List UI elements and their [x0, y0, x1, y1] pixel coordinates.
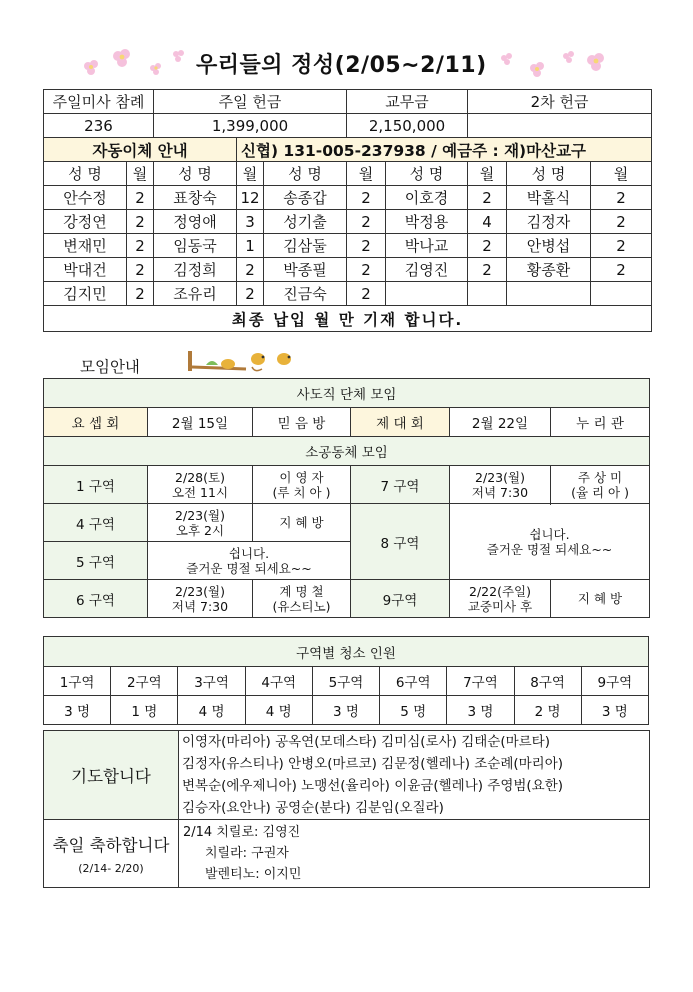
contributor-month: 2 — [347, 258, 386, 282]
district-7-schedule — [450, 466, 551, 504]
community-row — [44, 504, 650, 542]
transfer-row — [44, 138, 652, 162]
contributor-name — [386, 282, 468, 306]
prayer-names — [179, 731, 650, 820]
contributor-row — [44, 234, 652, 258]
cleaning-district: 7구역 — [447, 667, 514, 696]
contributor-name: 조유리 — [154, 282, 237, 306]
second-collection-value — [468, 114, 652, 138]
contributor-month: 2 — [591, 210, 652, 234]
contributor-month: 2 — [347, 282, 386, 306]
contributor-row — [44, 186, 652, 210]
district-8: 8 구역 — [351, 504, 450, 580]
contributor-name: 안수정 — [44, 186, 127, 210]
contributor-name — [507, 282, 591, 306]
cleaning-count: 5 명 — [380, 696, 447, 725]
district-6-schedule — [148, 580, 253, 618]
district-1: 1 구역 — [44, 466, 148, 504]
district-1-host-name: 이 영 자 — [279, 469, 324, 485]
community-row — [44, 580, 650, 618]
contributor-name: 송종갑 — [264, 186, 347, 210]
contributor-name: 안병섭 — [507, 234, 591, 258]
district-6-time: 저녁 7:30 — [171, 598, 229, 614]
contributor-month: 2 — [468, 234, 507, 258]
contributor-name: 박나교 — [386, 234, 468, 258]
cleaning-count: 3 명 — [312, 696, 379, 725]
contributor-header-row — [44, 162, 652, 186]
feast-label: 축일 축하합니다 — [52, 836, 170, 855]
contributor-month: 12 — [237, 186, 264, 210]
col-header-month: 월 — [347, 162, 386, 186]
transfer-label: 자동이체 안내 — [44, 138, 237, 162]
district-4-schedule — [148, 504, 253, 542]
contributor-month: 1 — [237, 234, 264, 258]
prayer-label: 기도합니다 — [44, 731, 179, 820]
district-7-host-baptismal: (율 리 아 ) — [571, 484, 629, 500]
contributor-month: 2 — [591, 234, 652, 258]
cleaning-count: 3 명 — [447, 696, 514, 725]
contributor-name: 이호경 — [386, 186, 468, 210]
district-4-host: 지 혜 방 — [253, 504, 351, 542]
cleaning-district: 5구역 — [312, 667, 379, 696]
contributor-row — [44, 258, 652, 282]
district-6: 6 구역 — [44, 580, 148, 618]
offering-table — [43, 89, 652, 332]
group-altar-date: 2월 22일 — [450, 408, 551, 437]
district-7: 7 구역 — [351, 466, 450, 504]
contributor-name: 진금숙 — [264, 282, 347, 306]
title-row — [0, 44, 693, 84]
contributor-name: 황종환 — [507, 258, 591, 282]
transfer-info: 신협) 131-005-237938 / 예금주 : 재)마산교구 — [237, 138, 652, 162]
page-title: 우리들의 정성(2/05~2/11) — [196, 53, 487, 78]
community-title-row — [44, 437, 650, 466]
meeting-table — [43, 378, 650, 618]
flower-decoration-right-icon — [494, 44, 609, 80]
cleaning-count: 4 명 — [178, 696, 245, 725]
cleaning-count: 3 명 — [581, 696, 648, 725]
contributor-month: 2 — [468, 258, 507, 282]
district-8-rest-text: 쉽니다. — [529, 526, 570, 542]
contributor-month: 2 — [127, 258, 154, 282]
col-header-month: 월 — [237, 162, 264, 186]
district-6-date: 2/23(월) — [175, 583, 225, 599]
district-1-date: 2/28(토) — [175, 469, 225, 485]
contributor-name: 표창숙 — [154, 186, 237, 210]
group-altar: 제 대 회 — [351, 408, 450, 437]
cleaning-district-row — [44, 667, 649, 696]
contributor-row — [44, 210, 652, 234]
contributor-month: 2 — [591, 186, 652, 210]
contributor-name: 박정용 — [386, 210, 468, 234]
district-1-host-baptismal: (루 치 아 ) — [272, 484, 331, 500]
attendance-value: 236 — [44, 114, 154, 138]
district-7-host — [551, 466, 650, 504]
cleaning-district: 4구역 — [245, 667, 312, 696]
district-5: 5 구역 — [44, 542, 148, 580]
cleaning-title: 구역별 청소 인원 — [44, 637, 649, 667]
district-5-rest-text: 쉽니다. — [228, 545, 270, 561]
contributor-name: 김영진 — [386, 258, 468, 282]
sunday-offering-value: 1,399,000 — [154, 114, 347, 138]
col-header-month: 월 — [127, 162, 154, 186]
offering-header-row — [44, 90, 652, 114]
contributor-month: 2 — [347, 186, 386, 210]
district-9-time: 교중미사 후 — [467, 598, 533, 614]
district-9-host: 지 혜 방 — [551, 580, 650, 618]
contributor-name: 김정희 — [154, 258, 237, 282]
district-8-greeting: 즐거운 명절 되세요~~ — [486, 541, 613, 557]
contributor-name: 박대건 — [44, 258, 127, 282]
contributor-name: 성기출 — [264, 210, 347, 234]
contributor-name: 김삼둘 — [264, 234, 347, 258]
payment-note: 최종 납입 월 만 기재 합니다. — [44, 306, 652, 332]
contributor-row — [44, 282, 652, 306]
feast-line: 치릴라: 구권자 — [205, 846, 289, 861]
contributor-name: 정영애 — [154, 210, 237, 234]
prayer-line: 김승자(요안나) 공영순(분다) 김분임(오질라) — [182, 800, 444, 816]
contributor-name: 변재민 — [44, 234, 127, 258]
contributor-name: 박종필 — [264, 258, 347, 282]
feast-period: (2/14- 2/20) — [78, 862, 144, 875]
community-title: 소공동체 모임 — [44, 437, 650, 466]
offering-value-row — [44, 114, 652, 138]
feast-row — [44, 820, 650, 888]
cleaning-district: 2구역 — [111, 667, 178, 696]
prayer-line: 김정자(유스티나) 안병오(마르코) 김문정(헬레나) 조순례(마리아) — [182, 756, 564, 772]
district-6-host — [253, 580, 351, 618]
flower-decoration-left-icon — [78, 44, 188, 80]
apostolate-row — [44, 408, 650, 437]
cleaning-district: 1구역 — [44, 667, 111, 696]
cleaning-count: 2 명 — [514, 696, 581, 725]
col-header-name: 성 명 — [44, 162, 127, 186]
contributor-month — [468, 282, 507, 306]
district-9-schedule — [450, 580, 551, 618]
prayer-table — [43, 730, 650, 888]
cleaning-district: 3구역 — [178, 667, 245, 696]
district-1-schedule — [148, 466, 253, 504]
district-6-host-name: 계 명 철 — [279, 583, 324, 599]
header-sunday-offering: 주일 헌금 — [154, 90, 347, 114]
bird-on-branch-icon — [186, 347, 298, 375]
feast-label-cell — [44, 820, 179, 888]
contributor-month: 2 — [127, 282, 154, 306]
district-9-date: 2/22(주일) — [469, 583, 531, 599]
contributor-month: 2 — [127, 186, 154, 210]
prayer-line: 변복순(에우제니아) 노맹선(율리아) 이윤금(헬레나) 주영범(요한) — [182, 778, 564, 794]
contributor-month: 3 — [237, 210, 264, 234]
col-header-month: 월 — [468, 162, 507, 186]
col-header-name: 성 명 — [264, 162, 347, 186]
apostolate-title-row — [44, 379, 650, 408]
district-7-date: 2/23(월) — [475, 469, 525, 485]
cleaning-count: 1 명 — [111, 696, 178, 725]
contributor-month: 2 — [468, 186, 507, 210]
contributor-name: 김지민 — [44, 282, 127, 306]
group-altar-place: 누 리 관 — [551, 408, 650, 437]
contributor-name: 김정자 — [507, 210, 591, 234]
contributor-month: 2 — [591, 258, 652, 282]
contributor-month: 2 — [237, 258, 264, 282]
district-5-rest — [148, 542, 351, 580]
header-parish-dues: 교무금 — [347, 90, 468, 114]
district-1-host — [253, 466, 351, 504]
feast-line: 2/14 치릴로: 김영진 — [183, 825, 301, 840]
cleaning-count: 4 명 — [245, 696, 312, 725]
parish-dues-value: 2,150,000 — [347, 114, 468, 138]
group-joseph-place: 믿 음 방 — [253, 408, 351, 437]
contributor-month: 2 — [347, 210, 386, 234]
group-joseph: 요 셉 회 — [44, 408, 148, 437]
contributor-month: 2 — [347, 234, 386, 258]
col-header-name: 성 명 — [154, 162, 237, 186]
prayer-row — [44, 731, 650, 820]
cleaning-district: 8구역 — [514, 667, 581, 696]
contributor-name: 강정연 — [44, 210, 127, 234]
header-second-collection: 2차 헌금 — [468, 90, 652, 114]
community-row — [44, 466, 650, 504]
col-header-name: 성 명 — [507, 162, 591, 186]
cleaning-count-row — [44, 696, 649, 725]
district-6-host-baptismal: (유스티노) — [272, 598, 331, 614]
feast-names — [179, 820, 650, 888]
col-header-name: 성 명 — [386, 162, 468, 186]
cleaning-table — [43, 636, 649, 725]
district-1-time: 오전 11시 — [171, 484, 229, 500]
contributor-month: 2 — [127, 234, 154, 258]
group-joseph-date: 2월 15일 — [148, 408, 253, 437]
district-7-time: 저녁 7:30 — [471, 484, 529, 500]
cleaning-title-row — [44, 637, 649, 667]
district-9: 9구역 — [351, 580, 450, 618]
contributor-month: 4 — [468, 210, 507, 234]
apostolate-title: 사도직 단체 모임 — [44, 379, 650, 408]
cleaning-district: 6구역 — [380, 667, 447, 696]
district-7-host-name: 주 상 미 — [577, 469, 623, 485]
district-8-rest — [450, 504, 650, 580]
header-attendance: 주일미사 참례 — [44, 90, 154, 114]
district-4: 4 구역 — [44, 504, 148, 542]
meeting-section-label: 모임안내 — [80, 358, 140, 376]
prayer-line: 이영자(마리아) 공옥연(모데스타) 김미심(로사) 김태순(마르타) — [182, 734, 550, 750]
col-header-month: 월 — [591, 162, 652, 186]
cleaning-count: 3 명 — [44, 696, 111, 725]
district-4-date: 2/23(월) — [175, 507, 225, 523]
contributor-name: 임동국 — [154, 234, 237, 258]
district-4-time: 오후 2시 — [175, 522, 225, 538]
cleaning-district: 9구역 — [581, 667, 648, 696]
district-5-greeting: 즐거운 명절 되세요~~ — [186, 560, 312, 576]
contributor-month: 2 — [237, 282, 264, 306]
feast-line: 발렌티노: 이지민 — [205, 867, 302, 882]
contributor-month: 2 — [127, 210, 154, 234]
contributor-month — [591, 282, 652, 306]
note-row — [44, 306, 652, 332]
contributor-name: 박홀식 — [507, 186, 591, 210]
